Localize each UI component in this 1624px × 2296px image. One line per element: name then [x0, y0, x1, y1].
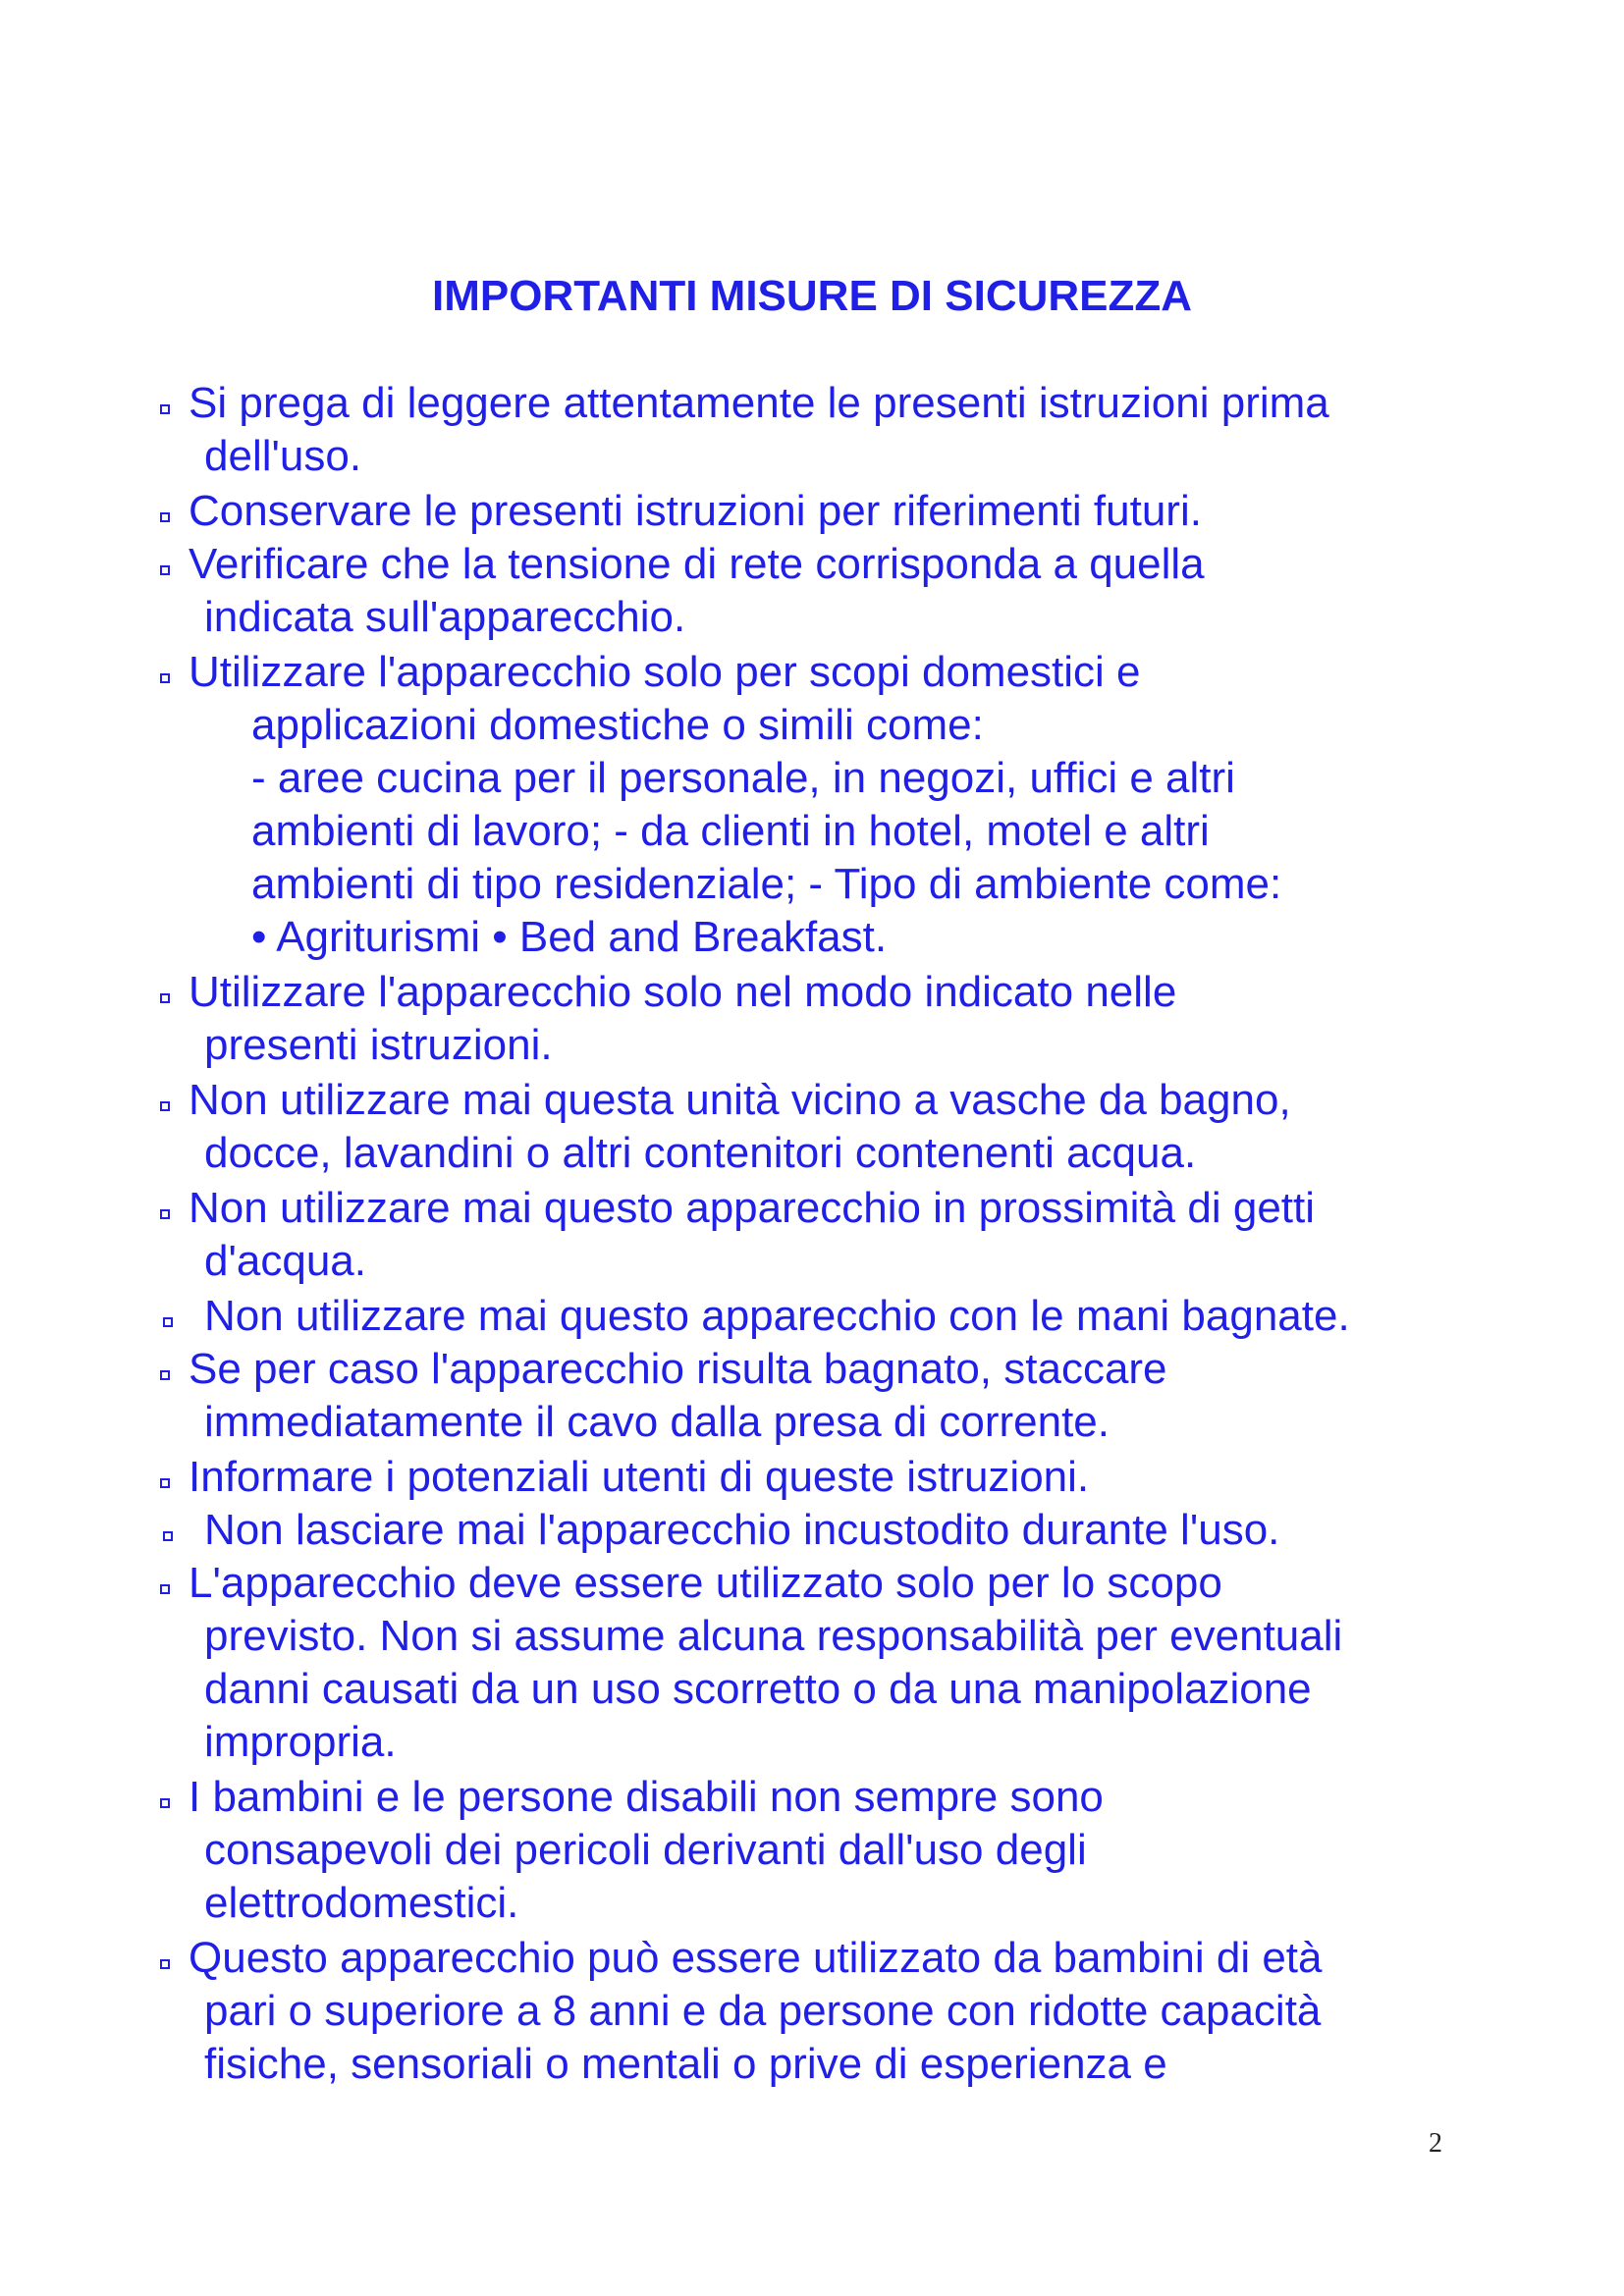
list-item-text: d'acqua.	[204, 1237, 366, 1285]
list-item-text: Non utilizzare mai questo apparecchio con le mani bagnate.	[204, 1292, 1350, 1340]
list-item-text: docce, lavandini o altri contenitori contenenti acqua.	[204, 1129, 1197, 1177]
list-item-text: elettrodomestici.	[204, 1879, 519, 1927]
list-item-text: Non utilizzare mai questo apparecchio in prossimità di getti	[189, 1184, 1316, 1232]
checkbox-bullet-icon	[160, 1798, 170, 1808]
checkbox-bullet-icon	[160, 673, 170, 683]
checkbox-bullet-icon	[163, 1317, 173, 1327]
list-item-text: L'apparecchio deve essere utilizzato solo per lo scopo	[189, 1559, 1222, 1607]
list-item-text: ambienti di lavoro; - da clienti in hotel, motel e altri	[251, 807, 1210, 855]
checkbox-bullet-icon	[160, 404, 170, 414]
list-item-text: dell'uso.	[204, 432, 362, 480]
list-item-text: immediatamente il cavo dalla presa di corrente.	[204, 1398, 1110, 1446]
list-item-text: Verificare che la tensione di rete corrisponda a quella	[189, 540, 1205, 588]
checkbox-bullet-icon	[160, 1959, 170, 1969]
list-item-text: Utilizzare l'apparecchio solo nel modo indicato nelle	[189, 968, 1177, 1016]
list-item-text: applicazioni domestiche o simili come:	[251, 701, 984, 749]
list-item-text: Conservare le presenti istruzioni per riferimenti futuri.	[189, 487, 1202, 535]
list-item-text: Non utilizzare mai questa unità vicino a vasche da bagno,	[189, 1076, 1291, 1124]
list-item-text: danni causati da un uso scorretto o da una manipolazione	[204, 1665, 1312, 1713]
checkbox-bullet-icon	[160, 1209, 170, 1219]
page-title: IMPORTANTI MISURE DI SICUREZZA	[431, 272, 1193, 320]
checkbox-bullet-icon	[160, 1584, 170, 1594]
page-number: 2	[1429, 2128, 1442, 2159]
list-item-text: previsto. Non si assume alcuna responsabilità per eventuali	[204, 1612, 1343, 1660]
list-item-text: indicata sull'apparecchio.	[204, 593, 686, 641]
list-item-text: Non lasciare mai l'apparecchio incustodito durante l'uso.	[204, 1506, 1280, 1554]
checkbox-bullet-icon	[163, 1531, 173, 1541]
list-item-text: - aree cucina per il personale, in negozi, uffici e altri	[251, 754, 1235, 802]
checkbox-bullet-icon	[160, 565, 170, 575]
checkbox-bullet-icon	[160, 1370, 170, 1380]
list-item-text: ambienti di tipo residenziale; - Tipo di ambiente come:	[251, 860, 1282, 908]
list-item-text: impropria.	[204, 1718, 397, 1766]
list-item-text: I bambini e le persone disabili non sempre sono	[189, 1773, 1104, 1821]
list-item-text: Utilizzare l'apparecchio solo per scopi domestici e	[189, 648, 1141, 696]
checkbox-bullet-icon	[160, 512, 170, 522]
list-item-text: Si prega di leggere attentamente le presenti istruzioni prima	[189, 379, 1329, 427]
list-item-text: pari o superiore a 8 anni e da persone con ridotte capacità	[204, 1987, 1322, 2035]
list-item-text: • Agriturismi • Bed and Breakfast.	[251, 913, 888, 961]
checkbox-bullet-icon	[160, 993, 170, 1003]
list-item-text: Se per caso l'apparecchio risulta bagnato, staccare	[189, 1345, 1167, 1393]
list-item-text: fisiche, sensoriali o mentali o prive di esperienza e	[204, 2040, 1167, 2088]
list-item-text: consapevoli dei pericoli derivanti dall'uso degli	[204, 1826, 1087, 1874]
list-item-text: presenti istruzioni.	[204, 1021, 553, 1069]
list-item-text: Informare i potenziali utenti di queste istruzioni.	[189, 1453, 1090, 1501]
list-item-text: Questo apparecchio può essere utilizzato da bambini di età	[189, 1934, 1323, 1982]
checkbox-bullet-icon	[160, 1101, 170, 1111]
checkbox-bullet-icon	[160, 1478, 170, 1488]
